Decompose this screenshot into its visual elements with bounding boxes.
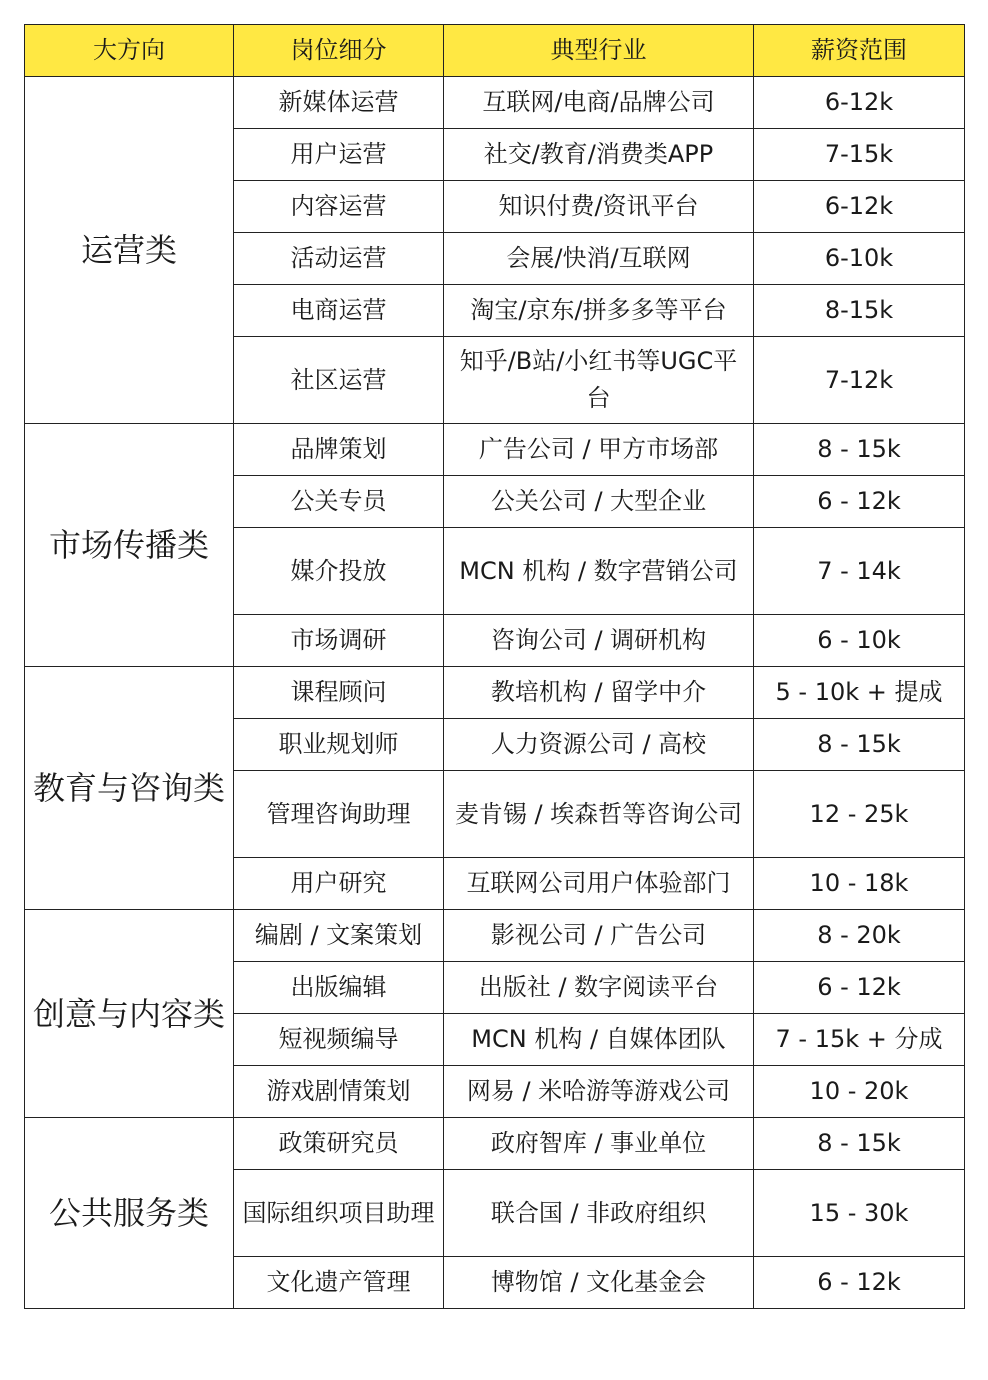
role-cell: 政策研究员 <box>234 1118 444 1170</box>
role-cell: 文化遗产管理 <box>234 1257 444 1309</box>
salary-cell: 6 - 12k <box>754 1257 965 1309</box>
role-cell: 出版编辑 <box>234 962 444 1014</box>
industry-cell: 广告公司 / 甲方市场部 <box>444 424 754 476</box>
role-cell: 电商运营 <box>234 285 444 337</box>
industry-cell: 出版社 / 数字阅读平台 <box>444 962 754 1014</box>
role-cell: 媒介投放 <box>234 528 444 615</box>
role-cell: 编剧 / 文案策划 <box>234 910 444 962</box>
salary-cell: 6 - 12k <box>754 476 965 528</box>
role-cell: 新媒体运营 <box>234 77 444 129</box>
industry-cell: MCN 机构 / 自媒体团队 <box>444 1014 754 1066</box>
industry-cell: 咨询公司 / 调研机构 <box>444 615 754 667</box>
header-category: 大方向 <box>25 25 234 77</box>
table-row <box>25 910 965 962</box>
industry-cell: 互联网公司用户体验部门 <box>444 858 754 910</box>
industry-cell: 博物馆 / 文化基金会 <box>444 1257 754 1309</box>
role-cell: 短视频编导 <box>234 1014 444 1066</box>
table-row <box>25 1118 965 1170</box>
salary-cell: 7-15k <box>754 129 965 181</box>
salary-cell: 8 - 20k <box>754 910 965 962</box>
salary-cell: 6-12k <box>754 181 965 233</box>
industry-cell: 知乎/B站/小红书等UGC平台 <box>444 337 754 424</box>
industry-cell: 公关公司 / 大型企业 <box>444 476 754 528</box>
role-cell: 管理咨询助理 <box>234 771 444 858</box>
industry-cell: 社交/教育/消费类APP <box>444 129 754 181</box>
header-industry: 典型行业 <box>444 25 754 77</box>
industry-cell: 影视公司 / 广告公司 <box>444 910 754 962</box>
role-cell: 品牌策划 <box>234 424 444 476</box>
salary-cell: 7 - 15k + 分成 <box>754 1014 965 1066</box>
salary-cell: 6-10k <box>754 233 965 285</box>
table-row <box>25 77 965 129</box>
industry-cell: 网易 / 米哈游等游戏公司 <box>444 1066 754 1118</box>
role-cell: 课程顾问 <box>234 667 444 719</box>
industry-cell: 联合国 / 非政府组织 <box>444 1170 754 1257</box>
industry-cell: 麦肯锡 / 埃森哲等咨询公司 <box>444 771 754 858</box>
salary-cell: 10 - 18k <box>754 858 965 910</box>
salary-cell: 10 - 20k <box>754 1066 965 1118</box>
industry-cell: 人力资源公司 / 高校 <box>444 719 754 771</box>
role-cell: 国际组织项目助理 <box>234 1170 444 1257</box>
role-cell: 游戏剧情策划 <box>234 1066 444 1118</box>
role-cell: 市场调研 <box>234 615 444 667</box>
salary-cell: 6 - 10k <box>754 615 965 667</box>
category-cell: 创意与内容类 <box>25 910 234 1118</box>
table-row <box>25 424 965 476</box>
industry-cell: 互联网/电商/品牌公司 <box>444 77 754 129</box>
salary-cell: 7-12k <box>754 337 965 424</box>
salary-cell: 6 - 12k <box>754 962 965 1014</box>
category-cell: 教育与咨询类 <box>25 667 234 910</box>
industry-cell: 政府智库 / 事业单位 <box>444 1118 754 1170</box>
industry-cell: 会展/快消/互联网 <box>444 233 754 285</box>
header-role: 岗位细分 <box>234 25 444 77</box>
industry-cell: 知识付费/资讯平台 <box>444 181 754 233</box>
industry-cell: 教培机构 / 留学中介 <box>444 667 754 719</box>
role-cell: 用户运营 <box>234 129 444 181</box>
role-cell: 活动运营 <box>234 233 444 285</box>
role-cell: 职业规划师 <box>234 719 444 771</box>
table-row <box>25 667 965 719</box>
role-cell: 用户研究 <box>234 858 444 910</box>
category-cell: 市场传播类 <box>25 424 234 667</box>
salary-cell: 8-15k <box>754 285 965 337</box>
category-cell: 运营类 <box>25 77 234 424</box>
industry-cell: 淘宝/京东/拼多多等平台 <box>444 285 754 337</box>
role-cell: 社区运营 <box>234 337 444 424</box>
salary-cell: 8 - 15k <box>754 1118 965 1170</box>
salary-cell: 7 - 14k <box>754 528 965 615</box>
salary-cell: 5 - 10k + 提成 <box>754 667 965 719</box>
salary-cell: 15 - 30k <box>754 1170 965 1257</box>
salary-cell: 8 - 15k <box>754 424 965 476</box>
header-row <box>25 25 965 77</box>
role-cell: 公关专员 <box>234 476 444 528</box>
category-cell: 公共服务类 <box>25 1118 234 1309</box>
header-salary: 薪资范围 <box>754 25 965 77</box>
salary-cell: 6-12k <box>754 77 965 129</box>
industry-cell: MCN 机构 / 数字营销公司 <box>444 528 754 615</box>
salary-cell: 8 - 15k <box>754 719 965 771</box>
role-cell: 内容运营 <box>234 181 444 233</box>
career-table <box>24 24 965 1309</box>
salary-cell: 12 - 25k <box>754 771 965 858</box>
